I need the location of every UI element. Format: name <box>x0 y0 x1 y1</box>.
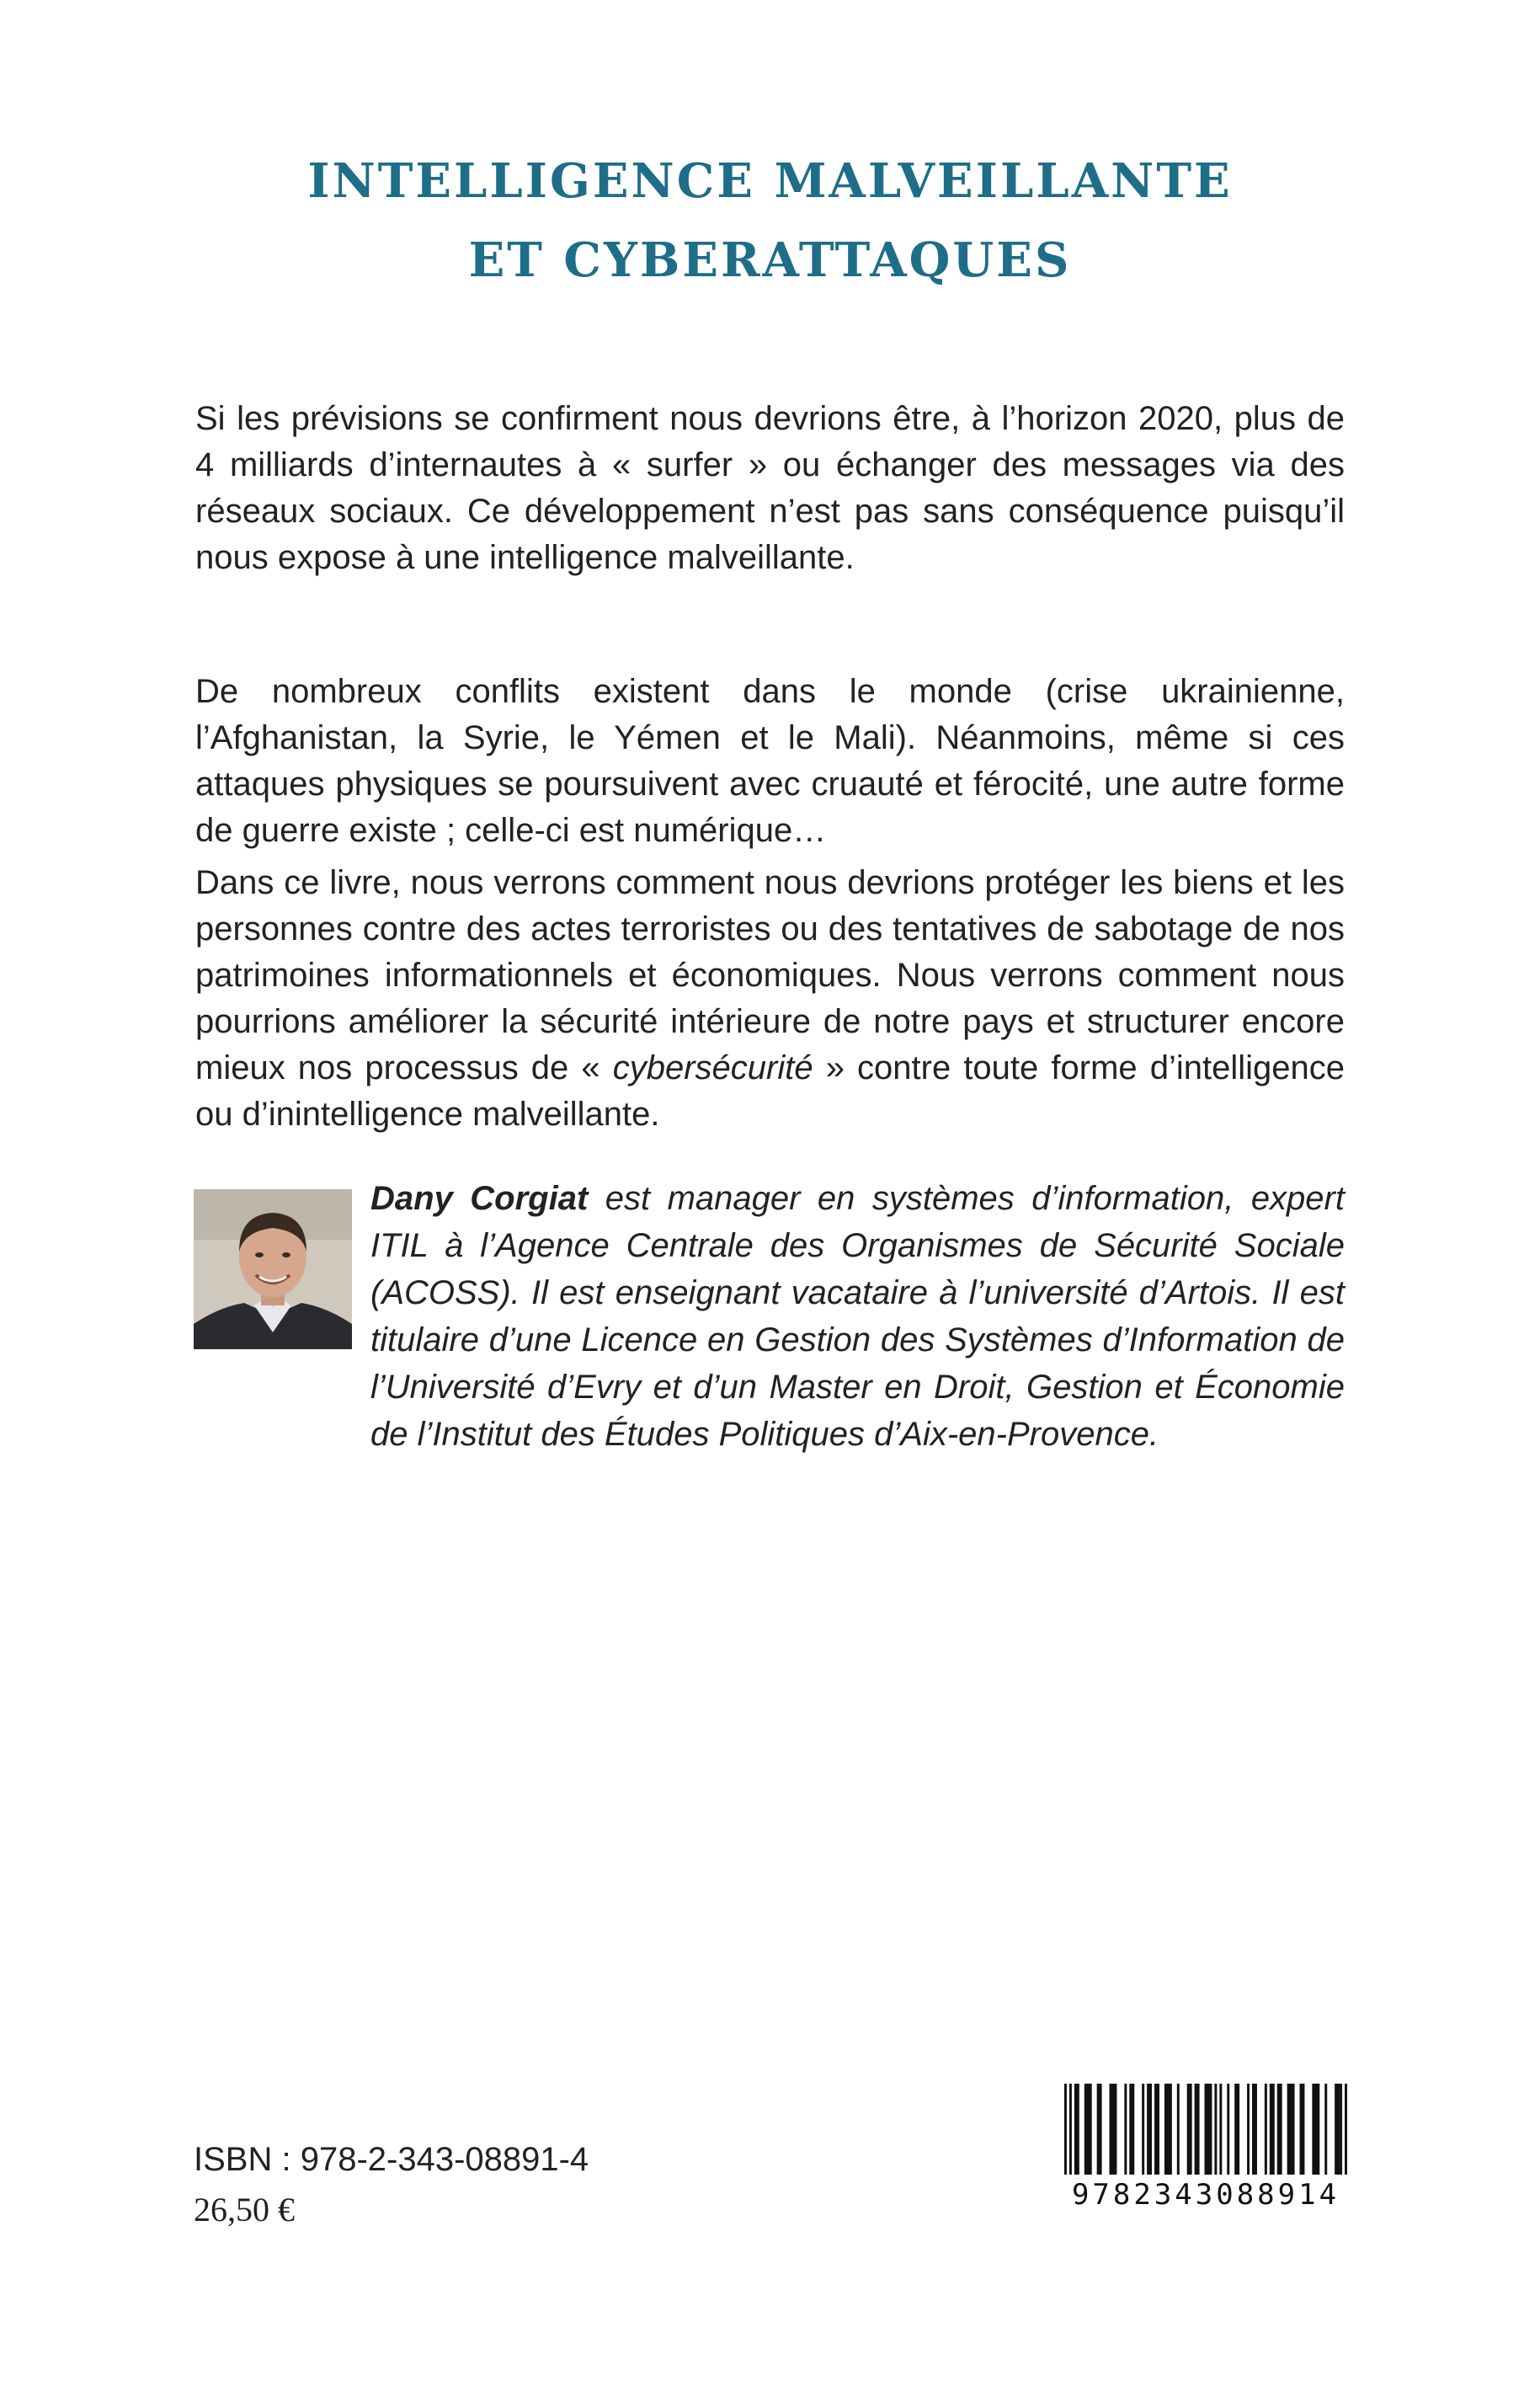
title-line-2: ET CYBERATTAQUES <box>468 232 1072 288</box>
author-bio <box>370 1175 1345 1458</box>
barcode-bar <box>1247 2084 1250 2175</box>
barcode-bar <box>1110 2084 1117 2175</box>
barcode-bar <box>1084 2084 1092 2175</box>
barcode-bar <box>1187 2084 1192 2175</box>
barcode-bar <box>1270 2084 1275 2175</box>
author-name: Dany Corgiat <box>370 1180 589 1217</box>
barcode-bar <box>1177 2084 1180 2175</box>
barcode-bar <box>1287 2084 1295 2175</box>
barcode-bar <box>1195 2084 1200 2175</box>
author-photo <box>194 1189 352 1349</box>
barcode-bar <box>1234 2084 1239 2175</box>
barcode-bar <box>1277 2084 1282 2175</box>
barcode-bar <box>1252 2084 1257 2175</box>
paragraph-3 <box>195 860 1345 1138</box>
paragraph-3-italic-term: cybersécurité <box>612 1049 813 1086</box>
barcode-bar <box>1124 2084 1127 2175</box>
barcode-bar <box>1142 2084 1144 2175</box>
barcode-bar <box>1147 2084 1152 2175</box>
author-bio-text: est manager en systèmes d’information, expert ITIL à l’Agence Centrale des Organismes de Sécurité Sociale (ACOSS). Il est enseignant vacataire à l’université d’Artois. Il est titulaire d’une Licence en Gestion des Systèmes d’Information de l’Université d’Evry et d’un Master en Droit, Gestion et Économie de l’Institut des Études Politiques d’Aix-en-Provence. <box>370 1180 1345 1453</box>
barcode-bar <box>1069 2084 1072 2175</box>
barcode-bar <box>1219 2084 1222 2175</box>
barcode-bar <box>1300 2084 1305 2175</box>
barcode-digits: 9782343088914 <box>1071 2178 1340 2212</box>
title-line-1: INTELLIGENCE MALVEILLANTE <box>307 153 1233 209</box>
paragraph-1: Si les prévisions se confirment nous devrions être, à l’horizon 2020, plus de 4 milliards d’internautes à « surfer » ou échanger des messages via des réseaux sociaux. Ce développement n’est pas sans conséquence puisqu’il nous expose à une intelligence malveillante. <box>195 400 1345 576</box>
barcode-bar <box>1340 2084 1342 2175</box>
barcode-bar <box>1064 2084 1067 2175</box>
barcode-bar <box>1312 2084 1319 2175</box>
author-portrait-image <box>194 1189 352 1349</box>
barcode-bar <box>1097 2084 1102 2175</box>
barcode-bar <box>1227 2084 1229 2175</box>
barcode-bar <box>1345 2084 1347 2175</box>
paragraph-2: De nombreux conflits existent dans le monde (crise ukrainienne, l’Afghanistan, la Syrie, le Yémen et le Mali). Néanmoins, même si ces attaques physiques se poursuivent avec cruauté et férocité, une autre forme de guerre existe ; celle-ci est numérique… <box>195 673 1345 849</box>
barcode-bar <box>1335 2084 1340 2175</box>
barcode-bar <box>1205 2084 1212 2175</box>
isbn: ISBN : 978-2-343-08891-4 <box>194 2141 589 2178</box>
paragraph-3-text-after: » contre toute forme d’intelligence ou d’inintelligence malveillante. <box>195 1049 1345 1133</box>
barcode-bar <box>1164 2084 1172 2175</box>
barcode-bar <box>1214 2084 1217 2175</box>
paragraph-3-text-before: Dans ce livre, nous verrons comment nous devrions protéger les biens et les personnes contre des actes terroristes ou des tentatives de sabotage de nos patrimoines informationnels et économiques. Nous verrons comment nous pourrions améliorer la sécurité intérieure de notre pays et structurer encore mieux nos processus de « <box>195 864 1345 1086</box>
price: 26,50 € <box>194 2191 295 2229</box>
barcode-bar <box>1129 2084 1134 2175</box>
barcode-bar <box>1265 2084 1267 2175</box>
barcode-bar <box>1074 2084 1079 2175</box>
barcode-bar <box>1324 2084 1327 2175</box>
barcode-bar <box>1154 2084 1159 2175</box>
